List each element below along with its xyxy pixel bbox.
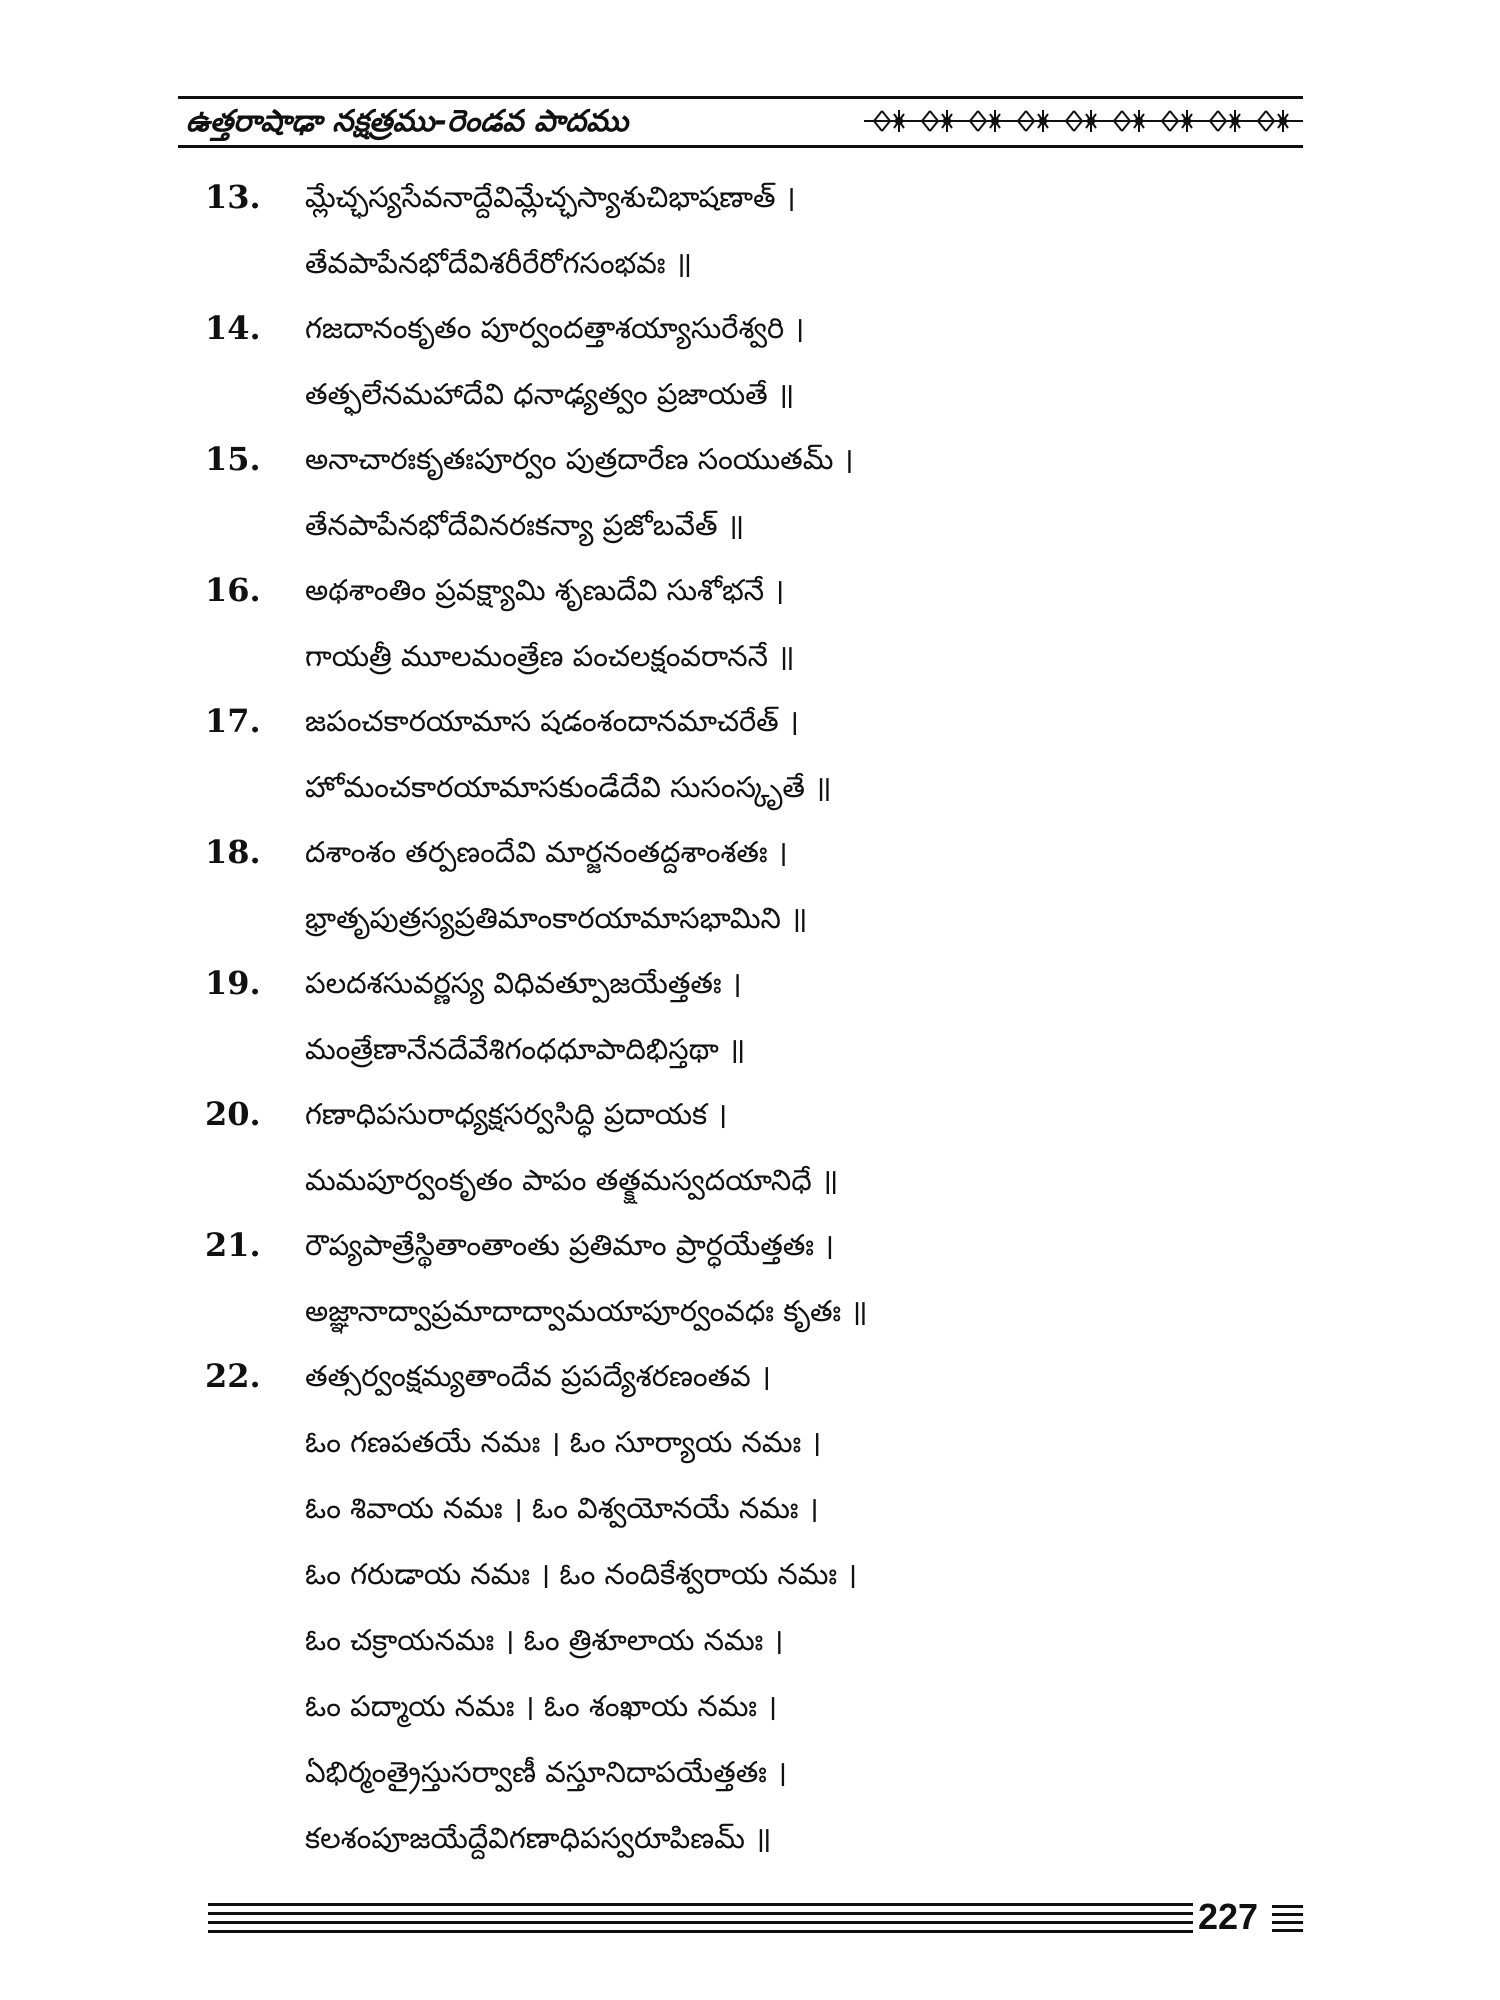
verse-line: ఓం పద్మాయ నమః । ఓం శంఖాయ నమః । <box>305 1689 778 1723</box>
header-bottom-rule <box>178 145 1303 148</box>
verse-line: ఓం గణపతయే నమః । ఓం సూర్యాయ నమః । <box>305 1425 822 1459</box>
verse-number: 15. <box>205 440 261 478</box>
verse-line: తత్ఫలేనమహాదేవి ధనాఢ్యత్వం ప్రజాయతే ॥ <box>305 377 795 411</box>
verse-19 <box>205 958 1285 1089</box>
verse-number: 13. <box>205 178 261 216</box>
page-number: 227 <box>1198 1896 1259 1937</box>
verse-line: తత్సర్వంక్షమ్యతాందేవ ప్రపద్యేశరణంతవ । <box>305 1359 771 1393</box>
verse-line: తేవపాపేనభోదేవిశరీరేరోగసంభవః ॥ <box>305 246 693 280</box>
verse-number: 17. <box>205 702 261 740</box>
verse-number: 22. <box>205 1357 261 1395</box>
verse-line: మమపూర్వంకృతం పాపం తత్క్షమస్వదయానిధే ॥ <box>305 1163 839 1197</box>
page-header <box>178 96 1303 148</box>
page-footer <box>208 1895 1303 1945</box>
verse-line: రౌప్యపాత్రేస్థితాంతాంతు ప్రతిమాం ప్రార్ధయేత్తతః । <box>305 1228 835 1262</box>
header-top-rule <box>178 96 1303 99</box>
verse-line: జపంచకారయామాస షడంశందానమాచరేత్ । <box>305 704 799 738</box>
verse-21 <box>205 1220 1285 1351</box>
verse-22 <box>205 1351 1285 1878</box>
verse-number: 20. <box>205 1095 261 1133</box>
verse-number: 21. <box>205 1226 261 1264</box>
verse-15 <box>205 434 1285 565</box>
header-ornament <box>864 106 1303 136</box>
verse-line: పలదశసువర్ణస్య విధివత్పూజయేత్తతః । <box>305 966 742 1000</box>
verse-line: కలశంపూజయేద్దేవిగణాధిపస్వరూపిణమ్ ॥ <box>305 1821 772 1855</box>
verse-number: 18. <box>205 833 261 871</box>
verse-line: మంత్రేణానేనదేవేశిగంధధూపాదిభిస్తథా ॥ <box>305 1032 746 1066</box>
verse-number: 19. <box>205 964 261 1002</box>
running-title: ఉత్తరాషాఢా నక్షత్రము-రెండవ పాదము <box>186 104 629 139</box>
verse-18 <box>205 827 1285 958</box>
verse-line: హోమంచకారయామాసకుండేదేవి సుసంస్కృతే ॥ <box>305 770 832 804</box>
verse-list <box>205 172 1285 1878</box>
verse-line: ఓం శివాయ నమః । ఓం విశ్వయోనయే నమః । <box>305 1491 819 1525</box>
verse-line: గణాధిపసురాధ్యక్షసర్వసిద్ధి ప్రదాయక । <box>305 1097 728 1131</box>
verse-line: గజదానంకృతం పూర్వందత్తాశయ్యాసురేశ్వరి । <box>305 311 805 345</box>
verse-13 <box>205 172 1285 303</box>
verse-line: గాయత్రీ మూలమంత్రేణ పంచలక్షంవరాననే ॥ <box>305 639 795 673</box>
verse-line: ఓం చక్రాయనమః । ఓం త్రిశూలాయ నమః । <box>305 1623 784 1657</box>
footer-right-rules <box>1272 1905 1303 1937</box>
verse-number: 14. <box>205 309 261 347</box>
footer-rules <box>208 1903 1193 1939</box>
verse-line: అథశాంతిం ప్రవక్ష్యామి శృణుదేవి సుశోభనే । <box>305 573 785 607</box>
verse-line: భ్రాతృపుత్రస్యప్రతిమాంకారయామాసభామిని ॥ <box>305 901 808 935</box>
verse-line: అజ్ఞానాద్వాప్రమాదాద్వామయాపూర్వంవధః కృతః ॥ <box>305 1294 868 1328</box>
verse-line: ఏభిర్మంత్రైస్తుసర్వాణీ వస్తూనిదాపయేత్తతః । <box>305 1755 788 1789</box>
verse-16 <box>205 565 1285 696</box>
verse-line: మ్లేచ్ఛస్యసేవనాద్దేవిమ్లేచ్ఛస్యాశుచిభాషణాత్ । <box>305 180 796 214</box>
verse-line: అనాచారఃకృతఃపూర్వం పుత్రదారేణ సంయుతమ్ । <box>305 442 854 476</box>
verse-number: 16. <box>205 571 261 609</box>
ornament-vine-icon <box>864 106 1303 136</box>
verse-line: దశాంశం తర్పణందేవి మార్జనంతద్దశాంశతః । <box>305 835 788 869</box>
verse-line: తేనపాపేనభోదేవినరఃకన్యా ప్రజోబవేత్ ॥ <box>305 508 745 542</box>
verse-line: ఓం గరుడాయ నమః । ఓం నందికేశ్వరాయ నమః । <box>305 1557 858 1591</box>
verse-20 <box>205 1089 1285 1220</box>
verse-14 <box>205 303 1285 434</box>
verse-17 <box>205 696 1285 827</box>
